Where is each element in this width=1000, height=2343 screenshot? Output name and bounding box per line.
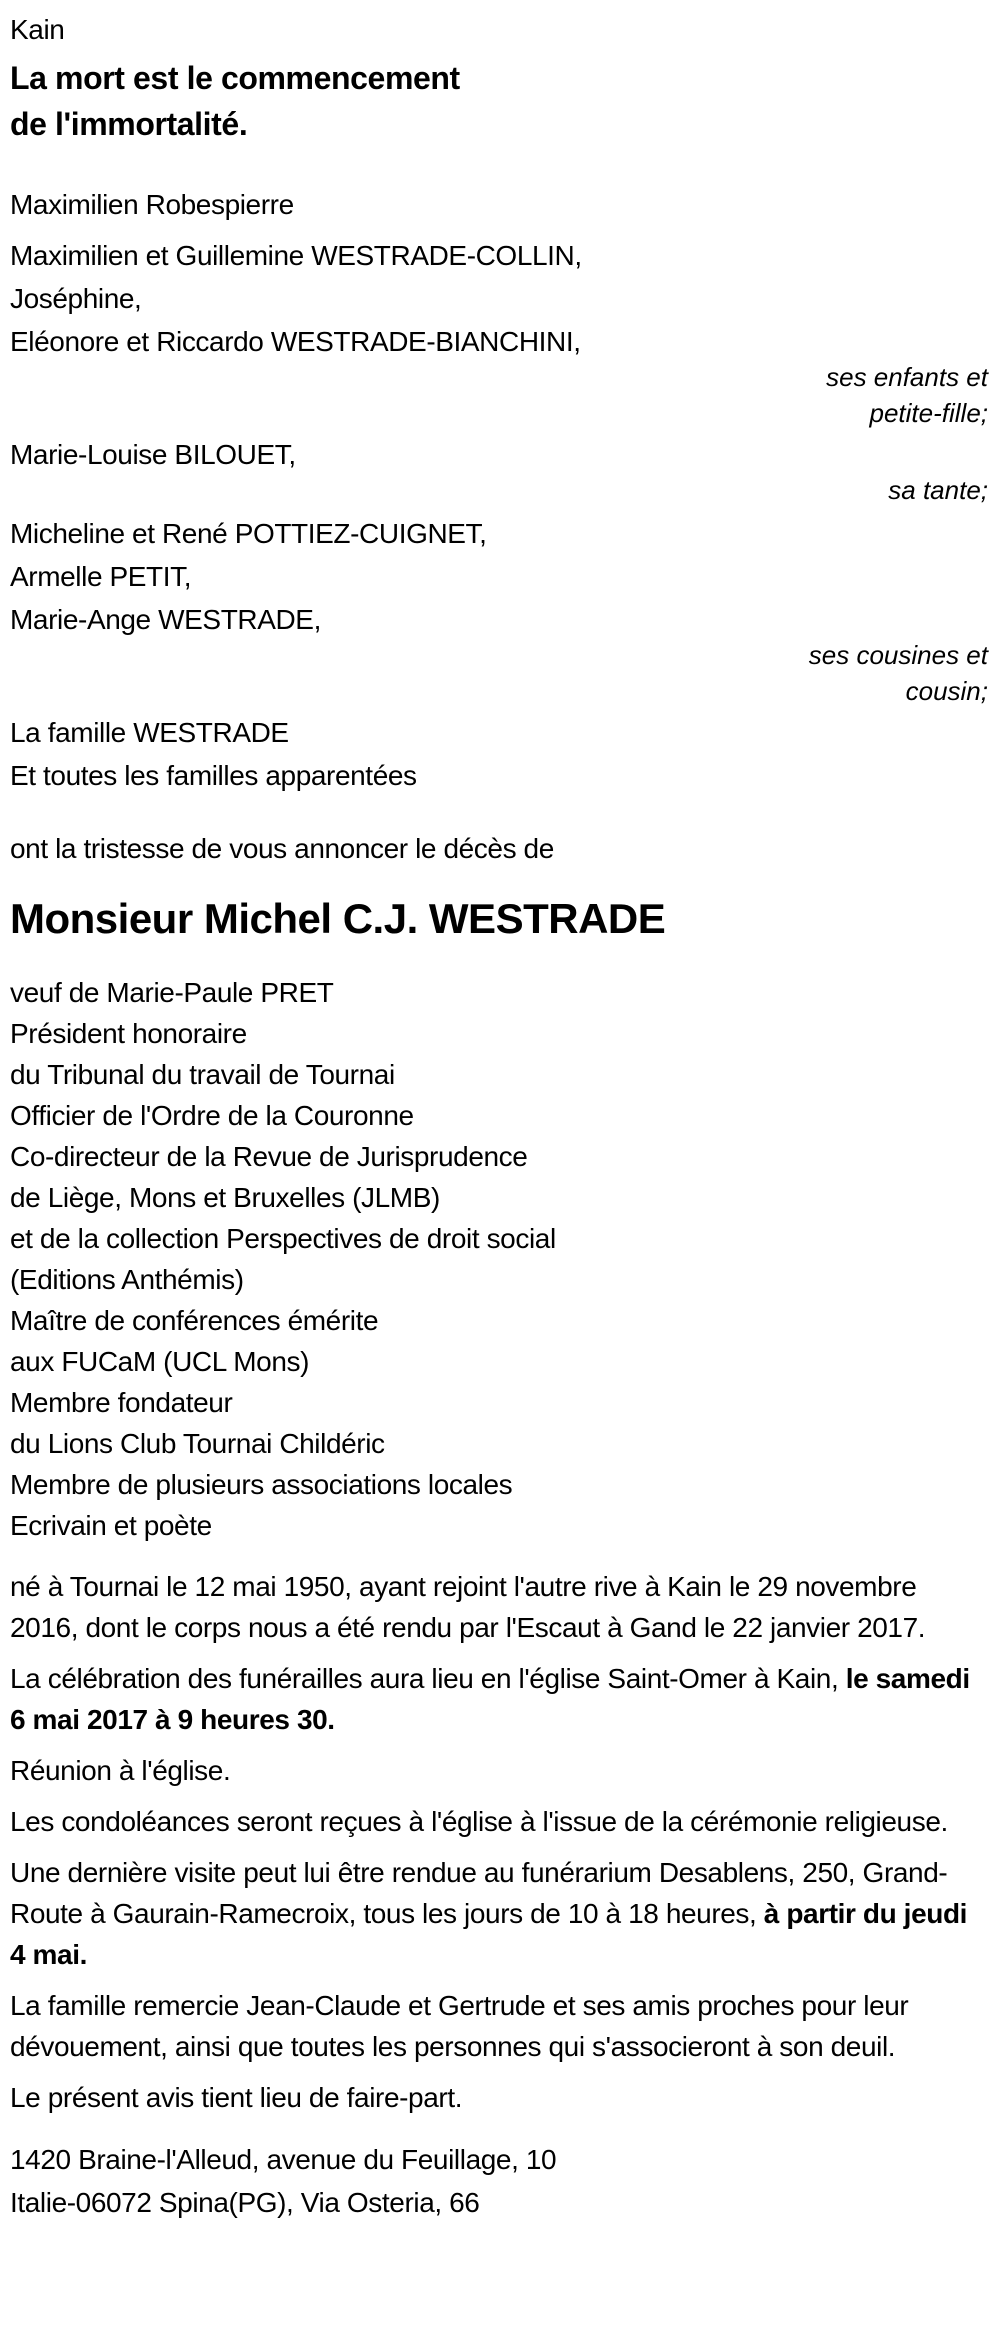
- title-line: de Liège, Mons et Bruxelles (JLMB): [10, 1182, 440, 1213]
- family-group-children: [10, 234, 988, 363]
- paragraph-text: Une dernière visite peut lui être rendue au funérarium Desablens, 250, Grand-Route à Gaurain-Ramecroix, tous les jours de 10 à 18 heures,: [10, 1857, 948, 1929]
- family-name-line: Marie-Louise BILOUET,: [10, 439, 296, 470]
- family-name-line: Micheline et René POTTIEZ-CUIGNET,: [10, 518, 487, 549]
- title-line: (Editions Anthémis): [10, 1264, 244, 1295]
- relation-label-aunt: [10, 472, 988, 508]
- announcement-intro: ont la tristesse de vous annoncer le décès de: [10, 833, 554, 864]
- address-block: [10, 2138, 988, 2224]
- title-line: aux FUCaM (UCL Mons): [10, 1346, 310, 1377]
- deceased-titles-list: [10, 972, 988, 1546]
- place-line: Kain: [10, 14, 65, 45]
- family-group-cousins: [10, 512, 988, 641]
- paragraph-text: Le présent avis tient lieu de faire-part.: [10, 2082, 463, 2113]
- address-italy: Italie-06072 Spina(PG), Via Osteria, 66: [10, 2187, 480, 2218]
- family-group-aunt: [10, 433, 988, 476]
- title-line: Ecrivain et poète: [10, 1510, 212, 1541]
- paragraph-thanks: [10, 1985, 988, 2067]
- title-line: du Tribunal du travail de Tournai: [10, 1059, 395, 1090]
- title-line: Membre de plusieurs associations locales: [10, 1469, 513, 1500]
- family-name-line: Joséphine,: [10, 283, 142, 314]
- relation-line: sa tante;: [888, 475, 988, 505]
- family-name-line: Maximilien et Guillemine WESTRADE-COLLIN,: [10, 240, 582, 271]
- deceased-name: Monsieur Michel C.J. WESTRADE: [10, 895, 666, 942]
- paragraph-condolences: [10, 1801, 988, 1842]
- title-line: Co-directeur de la Revue de Jurisprudence: [10, 1141, 528, 1172]
- title-line: Membre fondateur: [10, 1387, 233, 1418]
- relation-label-children: [10, 359, 988, 431]
- paragraph-text: Réunion à l'église.: [10, 1755, 231, 1786]
- paragraph-funeral: [10, 1658, 988, 1740]
- epitaph-quote: [10, 55, 988, 147]
- paragraph-bold-text: le samedi 6 mai 2017 à 9 heures 30.: [10, 1663, 970, 1735]
- paragraph-notice: [10, 2077, 988, 2118]
- relation-label-cousins: [10, 637, 988, 709]
- paragraph-bold-text: à partir du jeudi 4 mai.: [10, 1898, 968, 1970]
- relation-line: ses enfants et: [826, 362, 988, 392]
- paragraph-text: La célébration des funérailles aura lieu en l'église Saint-Omer à Kain,: [10, 1663, 846, 1694]
- paragraph-text: La famille remercie Jean-Claude et Gertrude et ses amis proches pour leur dévouement, ainsi que toutes les personnes qui s'associeront à son deuil.: [10, 1990, 909, 2062]
- paragraph-text: Les condoléances seront reçues à l'église à l'issue de la cérémonie religieuse.: [10, 1806, 948, 1837]
- address-belgium: 1420 Braine-l'Alleud, avenue du Feuillage, 10: [10, 2144, 557, 2175]
- relation-line: petite-fille;: [869, 398, 988, 428]
- paragraph-visit: [10, 1852, 988, 1975]
- family-name-line: Marie-Ange WESTRADE,: [10, 604, 321, 635]
- title-line: Maître de conférences émérite: [10, 1305, 379, 1336]
- title-line: veuf de Marie-Paule PRET: [10, 977, 334, 1008]
- epitaph-line-1: La mort est le commencement: [10, 60, 460, 96]
- title-line: Officier de l'Ordre de la Couronne: [10, 1100, 414, 1131]
- epitaph-line-2: de l'immortalité.: [10, 106, 248, 142]
- paragraph-text: né à Tournai le 12 mai 1950, ayant rejoint l'autre rive à Kain le 29 novembre 2016, dont le corps nous a été rendu par l'Escaut à Gand le 22 janvier 2017.: [10, 1571, 926, 1643]
- relation-line: cousin;: [905, 676, 988, 706]
- family-name-line: Armelle PETIT,: [10, 561, 192, 592]
- family-name-line: Eléonore et Riccardo WESTRADE-BIANCHINI,: [10, 326, 581, 357]
- family-closing: [10, 711, 988, 797]
- title-line: et de la collection Perspectives de droit social: [10, 1223, 556, 1254]
- family-closing-line: Et toutes les familles apparentées: [10, 760, 417, 791]
- relation-line: ses cousines et: [808, 640, 988, 670]
- paragraph-birth-death: [10, 1566, 988, 1648]
- notice-paragraphs: [10, 1566, 988, 2118]
- title-line: du Lions Club Tournai Childéric: [10, 1428, 385, 1459]
- title-line: Président honoraire: [10, 1018, 247, 1049]
- epitaph-author: Maximilien Robespierre: [10, 189, 294, 220]
- paragraph-meeting: [10, 1750, 988, 1791]
- family-closing-line: La famille WESTRADE: [10, 717, 289, 748]
